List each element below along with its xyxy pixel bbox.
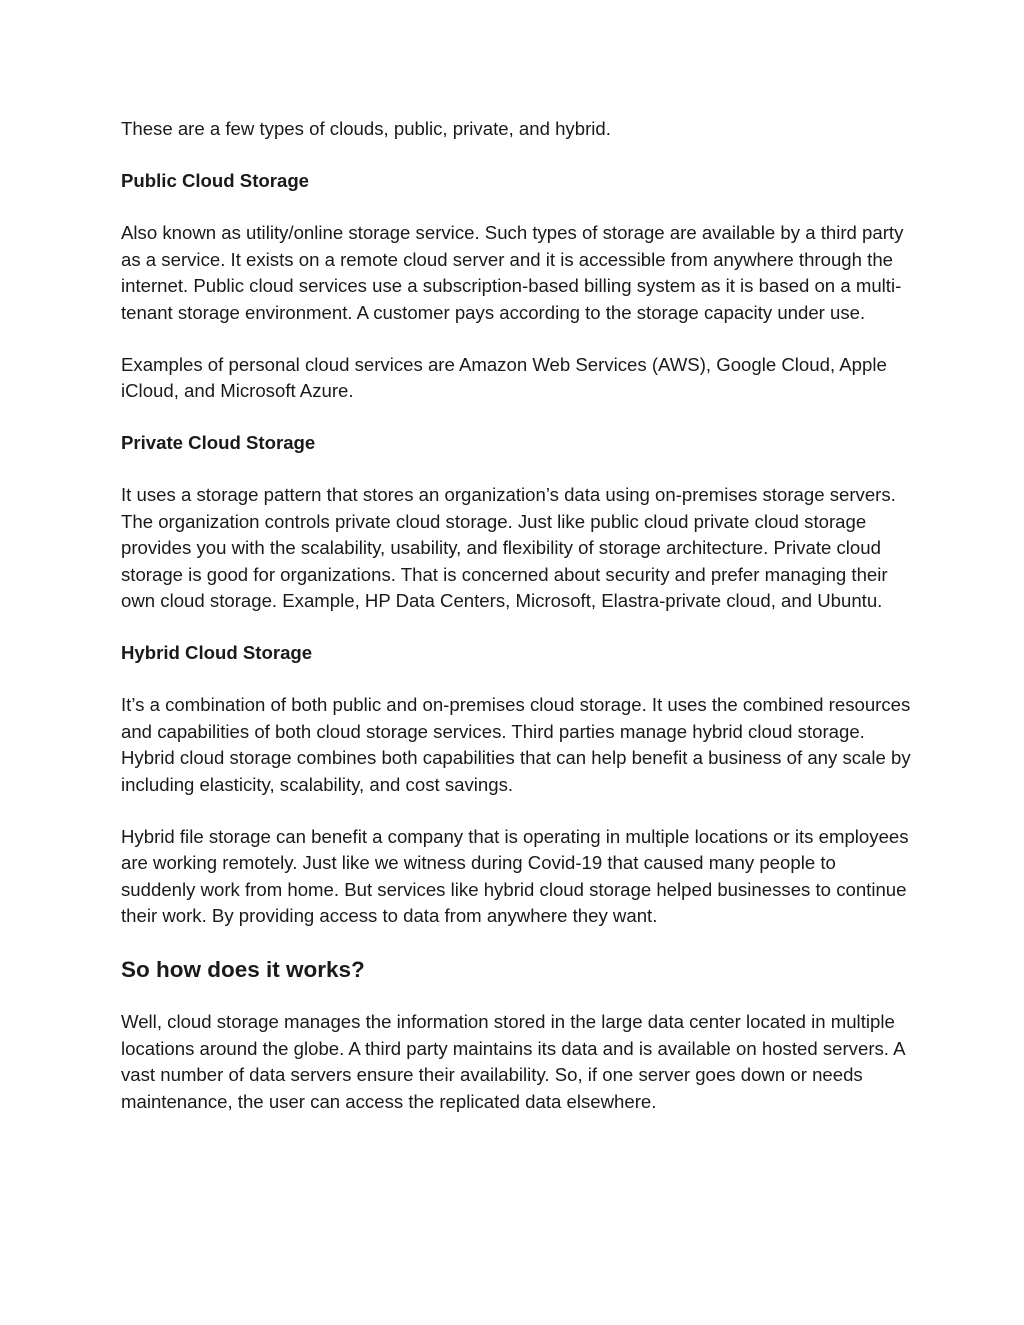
public-cloud-examples-paragraph: Examples of personal cloud services are Amazon Web Services (AWS), Google Cloud, Apple iCloud, and Microsoft Azure.	[121, 353, 887, 401]
private-cloud-heading: Private Cloud Storage	[121, 432, 316, 453]
how-it-works-heading: So how does it works?	[121, 957, 365, 982]
hybrid-file-storage-paragraph: Hybrid file storage can benefit a company that is operating in multiple locations or its employees are working remotely. Just like we witness during Covid-19 that caused many people to suddenly work from home. But services like hybrid cloud storage helped businesses to continue their work. By providing access to data from anywhere they want.	[121, 825, 909, 926]
how-it-works-paragraph: Well, cloud storage manages the information stored in the large data center located in multiple locations around the globe. A third party maintains its data and is available on hosted servers. A vast number of data servers ensure their availability. So, if one server goes down or needs maintenance, the user can access the replicated data elsewhere.	[121, 1011, 905, 1112]
hybrid-cloud-paragraph: It’s a combination of both public and on-premises cloud storage. It uses the combined resources and capabilities of both cloud storage services. Third parties manage hybrid cloud storage. Hybrid cloud storage combines both capabilities that can help benefit a business of any scale by including elasticity, scalability, and cost savings.	[121, 694, 911, 795]
hybrid-cloud-heading: Hybrid Cloud Storage	[121, 642, 313, 663]
private-cloud-paragraph: It uses a storage pattern that stores an organization’s data using on-premises storage servers. The organization controls private cloud storage. Just like public cloud private cloud storage provides you with the scalability, usability, and flexibility of storage architecture. Private cloud storage is good for organizations. That is concerned about security and prefer managing their own cloud storage. Example, HP Data Centers, Microsoft, Elastra-private cloud, and Ubuntu.	[121, 484, 896, 611]
document-page	[121, 116, 911, 1141]
public-cloud-paragraph: Also known as utility/online storage service. Such types of storage are available by a third party as a service. It exists on a remote cloud server and it is accessible from anywhere through the internet. Public cloud services use a subscription-based billing system as it is based on a multi-tenant storage environment. A customer pays according to the storage capacity under use.	[121, 222, 904, 323]
intro-paragraph: These are a few types of clouds, public, private, and hybrid.	[121, 118, 611, 139]
public-cloud-heading: Public Cloud Storage	[121, 170, 310, 191]
